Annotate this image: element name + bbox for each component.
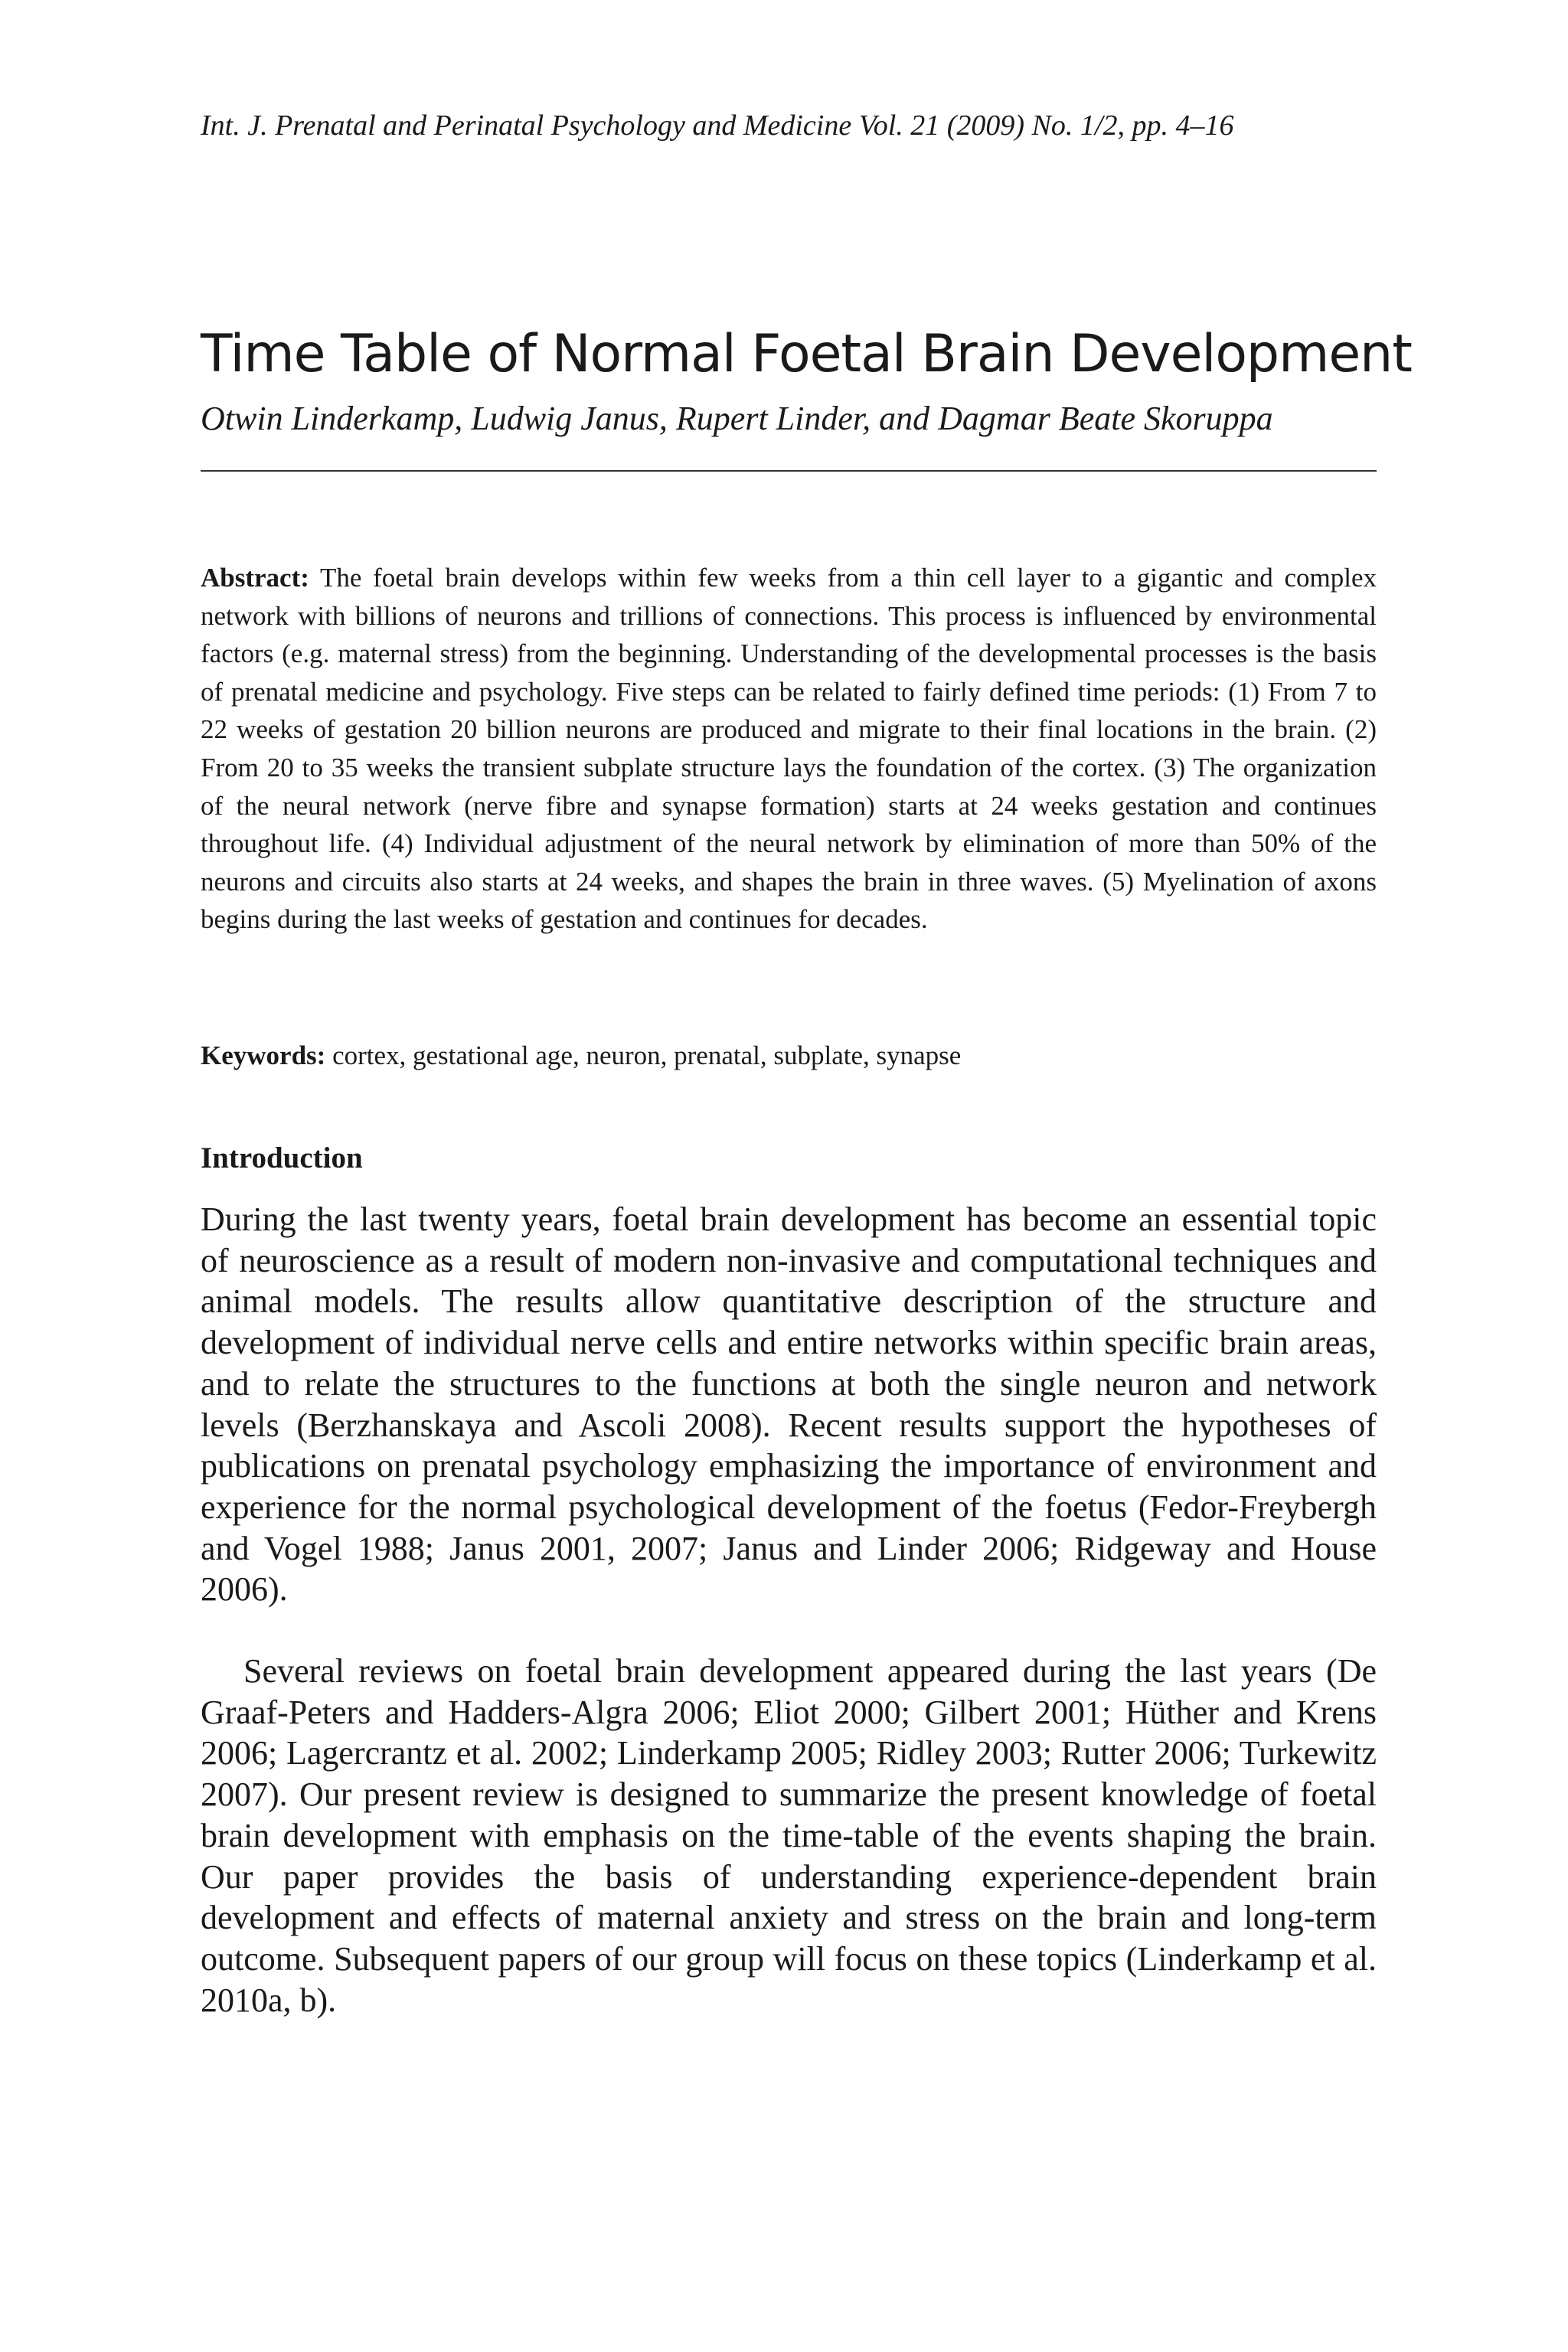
introduction-paragraph-1: During the last twenty years, foetal brain development has become an essential topic of neuroscience as a result of modern non-invasive and computational techniques and animal models. The results allow quantitative description of the structure and development of individual nerve cells and entire networks within specific brain areas, and to relate the structures to the functions at both the single neuron and network levels (Berzhanskaya and Ascoli 2008). Recent results support the hypotheses of publications on prenatal psychology emphasizing the importance of environment and experience for the normal psychological development of the foetus (Fedor-Freybergh and Vogel 1988; Janus 2001, 2007; Janus and Linder 2006; Ridgeway and House 2006).	[201, 1200, 1377, 1609]
abstract-text: The foetal brain develops within few weeks from a thin cell layer to a gigantic and complex network with billions of neurons and trillions of connections. This process is influenced by environmental factors (e.g. maternal stress) from the beginning. Understanding of the developmental processes is the basis of prenatal medicine and psychology. Five steps can be related to fairly defined time periods: (1) From 7 to 22 weeks of gestation 20 billion neurons are produced and migrate to their final locations in the brain. (2) From 20 to 35 weeks the transient subplate structure lays the foundation of the cortex. (3) The organization of the neural network (nerve fibre and synapse formation) starts at 24 weeks gestation and continues throughout life. (4) Individual adjustment of the neural network by elimination of more than 50% of the neurons and circuits also starts at 24 weeks, and shapes the brain in three waves. (5) Myelination of axons begins during the last weeks of gestation and continues for decades.	[201, 563, 1377, 935]
running-head: Int. J. Prenatal and Perinatal Psychology and Medicine Vol. 21 (2009) No. 1/2, pp. 4–16	[201, 109, 1234, 142]
introduction-paragraph-2: Several reviews on foetal brain development appeared during the last years (De Graaf-Peters and Hadders-Algra 2006; Eliot 2000; Gilbert 2001; Hüther and Krens 2006; Lagercrantz et al. 2002; Linderkamp 2005; Ridley 2003; Rutter 2006; Turkewitz 2007). Our present review is designed to summarize the present knowledge of foetal brain development with emphasis on the time-table of the events shaping the brain. Our paper provides the basis of understanding experience-dependent brain development and effects of maternal anxiety and stress on the brain and long-term outcome. Subsequent papers of our group will focus on these topics (Linderkamp et al. 2010a, b).	[201, 1652, 1377, 2019]
keywords	[201, 1037, 1377, 1075]
abstract	[201, 559, 1377, 939]
keywords-label: Keywords:	[201, 1040, 326, 1070]
title-divider	[201, 470, 1377, 472]
section-heading-introduction: Introduction	[201, 1142, 363, 1174]
article-authors: Otwin Linderkamp, Ludwig Janus, Rupert Linder, and Dagmar Beate Skoruppa	[201, 400, 1273, 437]
keywords-text: cortex, gestational age, neuron, prenatal, subplate, synapse	[332, 1040, 962, 1070]
abstract-label: Abstract:	[201, 563, 309, 593]
article-title: Time Table of Normal Foetal Brain Development	[201, 324, 1412, 384]
